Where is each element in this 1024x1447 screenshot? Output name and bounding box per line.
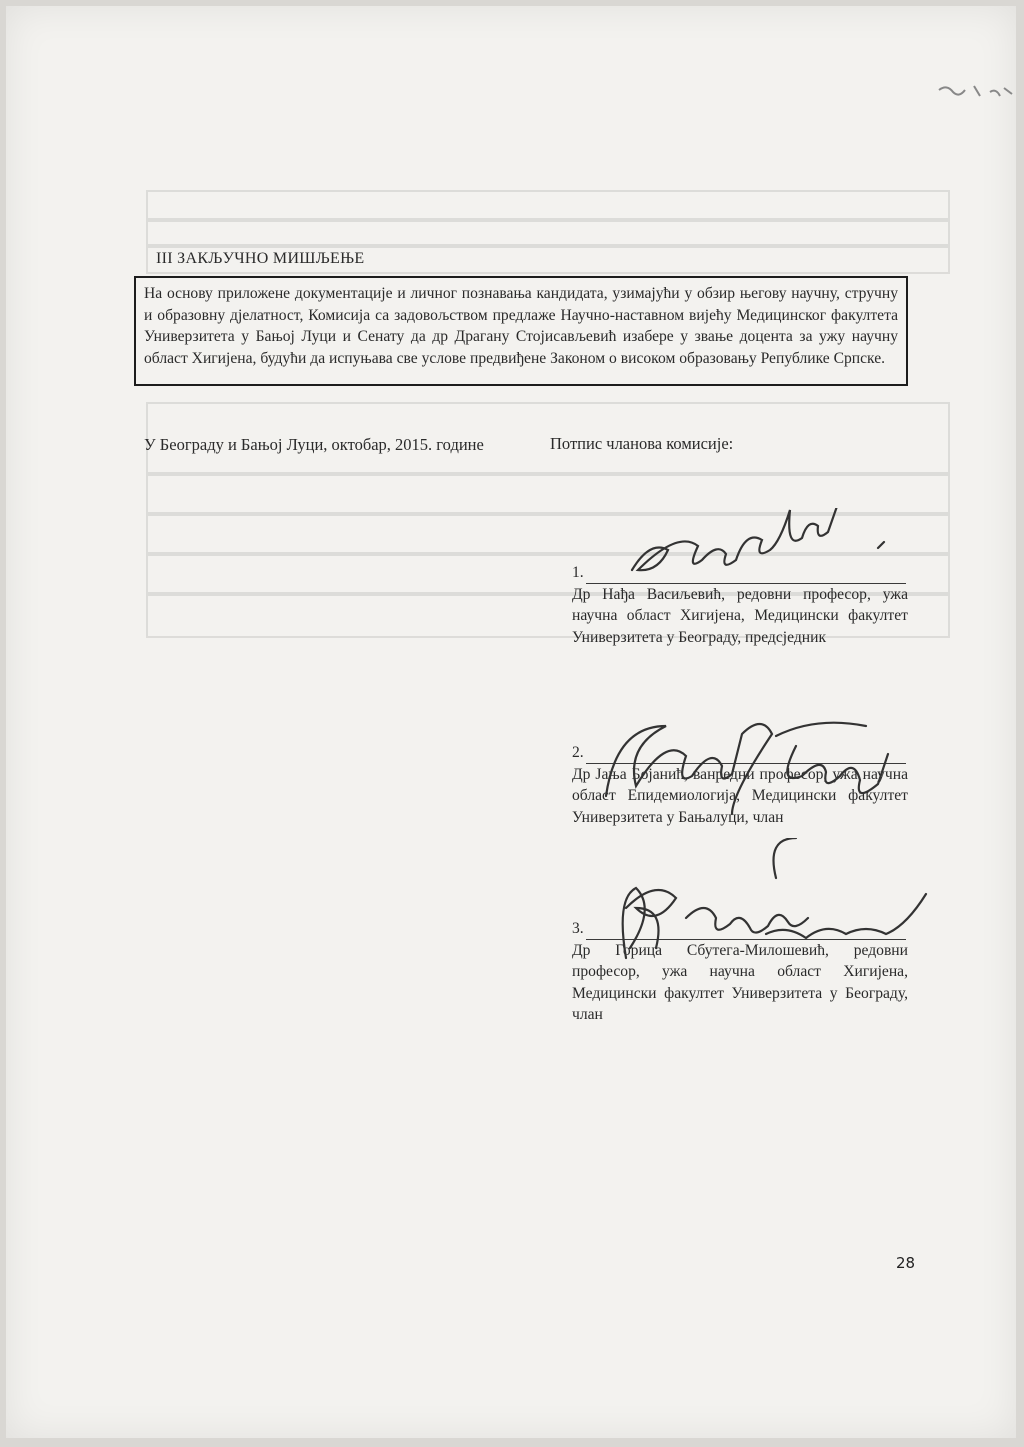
member-number: 3. [572,920,584,937]
committee-member-1 [572,562,908,648]
signatures-heading: Потпис чланова комисије: [550,434,734,453]
conclusion-text: На основу приложене документације и личног познавања кандидата, узимајући у обзир његову научну, стручну и образовну дјелатност, Комисија са задовољством предлаже Научно-наставном вијећу Медицинског факултета Универзитета у Бањој Луци и Сенату да др Драгану Стојисављевић изабере у звање доцента за ужу научну област Хигијена, будући да испуњава све услове предвиђене Законом о високом образовању Републике Српске. [144,285,898,367]
member-description: Др Нађа Васиљевић, редовни професор, ужа научна област Хигијена, Медицински факултет Универзитета у Београду, предсједник [572,585,908,646]
section-heading: III ЗАКЉУЧНО МИШЉЕЊЕ [156,250,365,267]
conclusion-box [134,276,908,386]
signature-line [586,923,906,940]
corner-mark-icon [934,78,1024,118]
place-date: У Београду и Бањој Луци, октобар, 2015. године [144,435,484,454]
signature-line [586,567,906,584]
signature-line [586,747,906,764]
member-number: 2. [572,744,584,761]
member-description: Др Јања Бојанић, ванредни професор, ужа научна област Епидемиологија, Медицински факултет Универзитета у Бањалуци, члан [572,765,908,826]
committee-member-3 [572,918,908,1026]
page-number: 28 [896,1254,916,1272]
member-number: 1. [572,564,584,581]
document-page [6,6,1016,1438]
member-description: Др Горица Сбутега-Милошевић, редовни професор, ужа научна област Хигијена, Медицински факултет Универзитета у Београду, члан [572,941,908,1023]
committee-member-2 [572,742,908,828]
